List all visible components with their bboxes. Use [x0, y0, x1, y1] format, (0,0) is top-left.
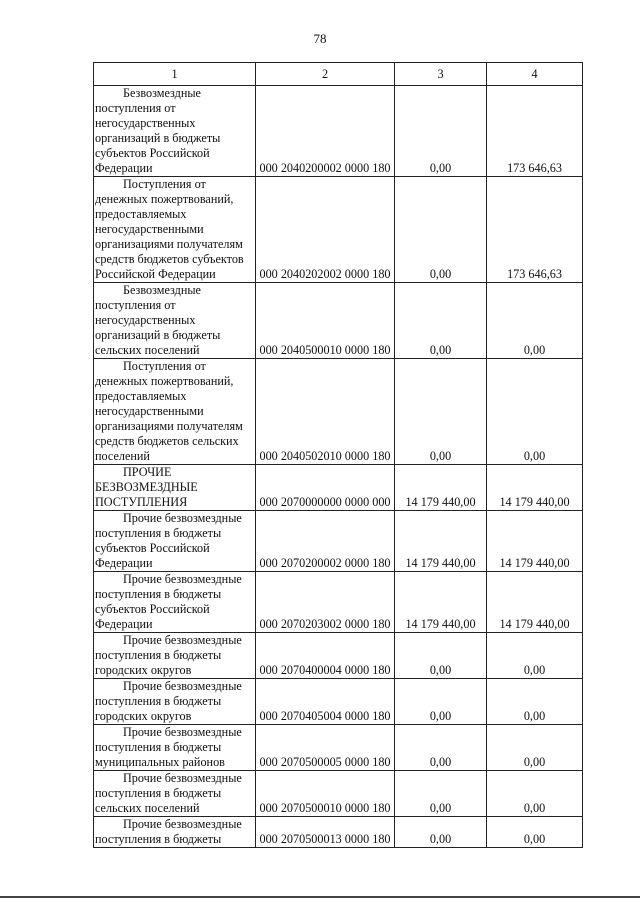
row-col3-value: 0,00 [395, 771, 487, 817]
table-header-row [94, 63, 583, 86]
row-name-cell [94, 511, 256, 572]
row-col4-value: 0,00 [487, 359, 583, 465]
row-name-cell [94, 359, 256, 465]
row-name-text: Прочие безвозмездные поступления в бюджеты субъектов Российской Федерации [95, 572, 242, 631]
row-col3-value: 14 179 440,00 [395, 572, 487, 633]
row-code-cell: 000 2040200002 0000 180 [256, 86, 395, 177]
row-col4-value: 14 179 440,00 [487, 465, 583, 511]
table-row [94, 771, 583, 817]
table-row [94, 633, 583, 679]
row-name-text: Прочие безвозмездные поступления в бюджеты городских округов [95, 679, 242, 723]
page-bottom-rule [0, 896, 640, 898]
row-name-cell [94, 177, 256, 283]
row-name-cell [94, 86, 256, 177]
table-row [94, 465, 583, 511]
row-name-text: Прочие безвозмездные поступления в бюджеты [95, 817, 242, 846]
table-row [94, 177, 583, 283]
row-code-cell: 000 2070200002 0000 180 [256, 511, 395, 572]
row-name-text: Поступления от денежных пожертвований, предоставляемых негосударственными организациями получателям средств бюджетов субъектов Российской Федерации [95, 177, 244, 281]
table-row [94, 86, 583, 177]
row-name-cell [94, 283, 256, 359]
row-name-cell [94, 633, 256, 679]
row-code-cell: 000 2070000000 0000 000 [256, 465, 395, 511]
row-col3-value: 0,00 [395, 359, 487, 465]
row-code-cell: 000 2040500010 0000 180 [256, 283, 395, 359]
row-col4-value: 0,00 [487, 771, 583, 817]
row-name-cell [94, 771, 256, 817]
row-col4-value: 14 179 440,00 [487, 511, 583, 572]
row-col3-value: 0,00 [395, 86, 487, 177]
row-code-cell: 000 2040502010 0000 180 [256, 359, 395, 465]
row-col3-value: 14 179 440,00 [395, 511, 487, 572]
budget-revenue-table [93, 62, 583, 848]
table-row [94, 572, 583, 633]
row-col4-value: 0,00 [487, 679, 583, 725]
row-col4-value: 0,00 [487, 725, 583, 771]
row-name-text: ПРОЧИЕ БЕЗВОЗМЕЗДНЫЕ ПОСТУПЛЕНИЯ [95, 465, 198, 509]
row-code-cell: 000 2070405004 0000 180 [256, 679, 395, 725]
table-row [94, 817, 583, 848]
row-col4-value: 0,00 [487, 817, 583, 848]
row-col4-value: 173 646,63 [487, 86, 583, 177]
row-name-cell [94, 817, 256, 848]
row-name-cell [94, 572, 256, 633]
row-name-text: Прочие безвозмездные поступления в бюджеты сельских поселений [95, 771, 242, 815]
row-code-cell: 000 2070500005 0000 180 [256, 725, 395, 771]
row-code-cell: 000 2040202002 0000 180 [256, 177, 395, 283]
row-name-text: Прочие безвозмездные поступления в бюджеты субъектов Российской Федерации [95, 511, 242, 570]
row-code-cell: 000 2070500010 0000 180 [256, 771, 395, 817]
table-row [94, 679, 583, 725]
header-col-4: 4 [487, 63, 583, 86]
row-col3-value: 0,00 [395, 633, 487, 679]
row-col4-value: 14 179 440,00 [487, 572, 583, 633]
row-col3-value: 0,00 [395, 725, 487, 771]
row-name-text: Поступления от денежных пожертвований, предоставляемых негосударственными организациями получателям средств бюджетов сельских поселений [95, 359, 243, 463]
row-name-text: Безвозмездные поступления от негосударственных организаций в бюджеты сельских поселений [95, 283, 221, 357]
row-col3-value: 0,00 [395, 817, 487, 848]
row-col4-value: 0,00 [487, 633, 583, 679]
row-code-cell: 000 2070400004 0000 180 [256, 633, 395, 679]
row-col3-value: 0,00 [395, 283, 487, 359]
row-name-cell [94, 465, 256, 511]
row-col4-value: 173 646,63 [487, 177, 583, 283]
table-row [94, 359, 583, 465]
row-col4-value: 0,00 [487, 283, 583, 359]
row-col3-value: 0,00 [395, 679, 487, 725]
row-name-text: Безвозмездные поступления от негосударственных организаций в бюджеты субъектов Российской Федерации [95, 86, 221, 175]
header-col-1: 1 [94, 63, 256, 86]
table-row [94, 511, 583, 572]
header-col-3: 3 [395, 63, 487, 86]
table-row [94, 283, 583, 359]
row-code-cell: 000 2070500013 0000 180 [256, 817, 395, 848]
row-name-text: Прочие безвозмездные поступления в бюджеты городских округов [95, 633, 242, 677]
row-name-cell [94, 725, 256, 771]
header-col-2: 2 [256, 63, 395, 86]
table-row [94, 725, 583, 771]
row-name-text: Прочие безвозмездные поступления в бюджеты муниципальных районов [95, 725, 242, 769]
row-col3-value: 0,00 [395, 177, 487, 283]
row-col3-value: 14 179 440,00 [395, 465, 487, 511]
row-name-cell [94, 679, 256, 725]
table-body [94, 86, 583, 848]
page-number: 78 [313, 31, 327, 46]
row-code-cell: 000 2070203002 0000 180 [256, 572, 395, 633]
